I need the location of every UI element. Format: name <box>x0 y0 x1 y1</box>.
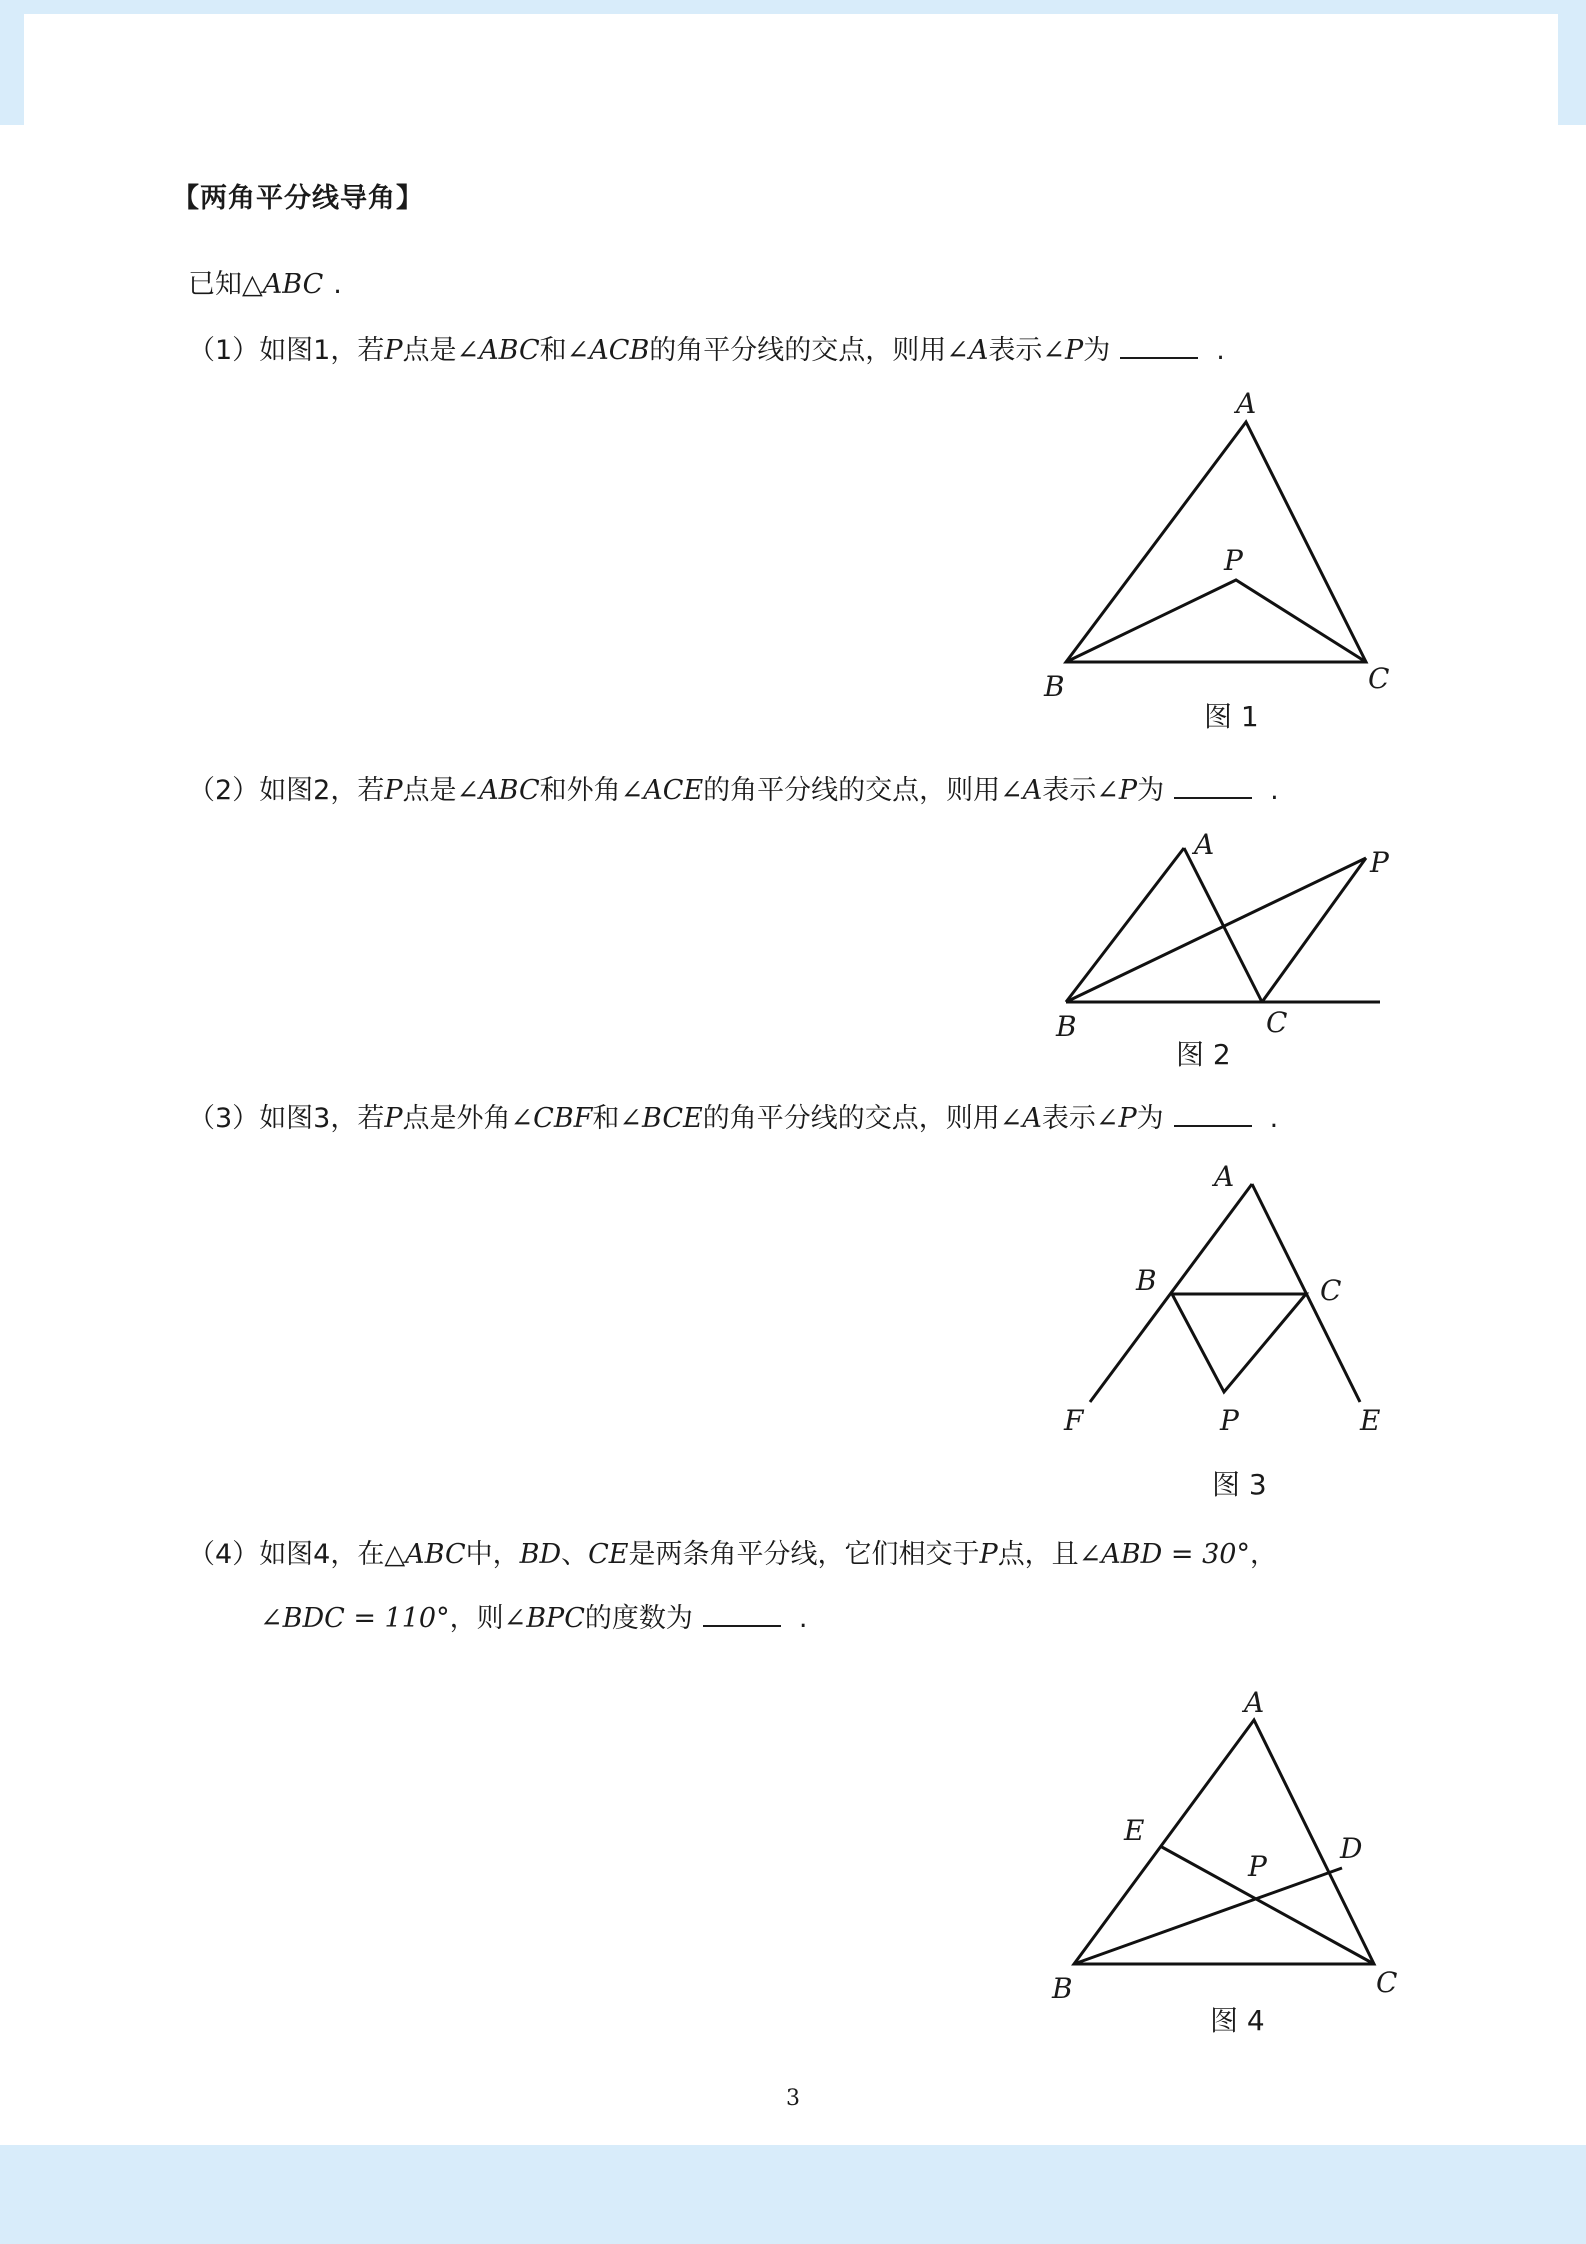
q-text: ，则 <box>449 1603 504 1634</box>
figure-caption: 图 2 <box>1176 1038 1231 1071</box>
bisector-bp <box>1066 858 1366 1002</box>
answer-blank-4[interactable] <box>703 1603 781 1627</box>
q-text: 、 <box>561 1539 589 1570</box>
figure-4 <box>1040 1680 1420 2040</box>
q-math: ∠A <box>1000 775 1043 806</box>
q-text: 如图1，若 <box>259 335 385 366</box>
label-p: P <box>1224 544 1243 577</box>
q-text: 点，且 <box>997 1539 1079 1570</box>
q-text: 为 <box>1137 775 1165 806</box>
question-1 <box>188 328 1225 367</box>
q-math: ∠ACE <box>620 775 704 806</box>
label-b: B <box>1044 670 1065 703</box>
q-math: ∠ABD = 30° <box>1078 1539 1250 1570</box>
page-bottom-band <box>0 2145 1586 2244</box>
q-text: . <box>798 1603 808 1634</box>
label-a: A <box>1214 1160 1235 1193</box>
q-math: BD <box>519 1539 562 1570</box>
page-top-band-inner <box>24 14 1558 129</box>
intro-suffix: . <box>333 269 342 300</box>
answer-blank-1[interactable] <box>1120 335 1198 359</box>
triangle-abc <box>1074 1720 1374 1964</box>
q-text: 为 <box>1083 335 1111 366</box>
answer-blank-3[interactable] <box>1174 1103 1252 1127</box>
triangle-bcp <box>1172 1294 1306 1392</box>
intro-triangle: △ABC <box>242 269 324 300</box>
question-number: （1） <box>188 335 260 366</box>
label-p: P <box>1370 846 1389 879</box>
q-text: . <box>1269 1103 1279 1134</box>
question-number: （4） <box>188 1539 260 1570</box>
q-text: 点是 <box>402 775 457 806</box>
q-text: 点是外角 <box>402 1103 511 1134</box>
q-math: P <box>384 775 403 806</box>
q-math: ∠ABC <box>456 775 540 806</box>
question-3 <box>188 1096 1278 1135</box>
label-e: E <box>1360 1404 1381 1437</box>
q-text: 表示 <box>1041 1103 1096 1134</box>
q-text: 为 <box>1136 1103 1164 1134</box>
intro-line <box>188 262 342 301</box>
q-text: . <box>1270 775 1279 806</box>
side-ab <box>1066 848 1184 1002</box>
bisector-cp <box>1262 858 1366 1002</box>
figure-caption: 图 4 <box>1210 2004 1265 2037</box>
q-math: ∠ABC <box>456 335 540 366</box>
intro-prefix: 已知 <box>188 269 242 300</box>
section-heading: 【两角平分线导角】 <box>172 183 424 214</box>
q-math: ∠P <box>1095 1103 1137 1134</box>
label-p: P <box>1248 1850 1267 1883</box>
q-text: . <box>1216 335 1225 366</box>
q-text: 如图3，若 <box>259 1103 385 1134</box>
q-text: 中， <box>465 1539 520 1570</box>
question-number: （2） <box>188 775 260 806</box>
q-text: 和 <box>539 335 567 366</box>
q-text: 和 <box>592 1103 620 1134</box>
label-a: A <box>1244 1686 1265 1719</box>
figure-caption: 图 3 <box>1212 1468 1267 1501</box>
q-text: 表示 <box>988 335 1043 366</box>
q-math: △ABC <box>384 1539 466 1570</box>
q-math: P <box>384 335 403 366</box>
question-4 <box>188 1532 1277 1571</box>
q-text: 的角平分线的交点，则用 <box>649 335 947 366</box>
label-b: B <box>1136 1264 1157 1297</box>
q-math: P <box>979 1539 998 1570</box>
q-math: ∠A <box>946 335 989 366</box>
q-text: 是两条角平分线，它们相交于 <box>628 1539 980 1570</box>
figure-1 <box>1040 380 1420 740</box>
q-text: 如图2，若 <box>259 775 385 806</box>
triangle-abc <box>1066 422 1366 662</box>
answer-blank-2[interactable] <box>1174 775 1252 799</box>
bisector-lines <box>1066 580 1366 662</box>
label-b: B <box>1052 1972 1073 2005</box>
label-a: A <box>1194 828 1215 861</box>
q-math: CE <box>588 1539 629 1570</box>
label-a: A <box>1236 387 1257 420</box>
figure-2 <box>1040 820 1440 1080</box>
label-c: C <box>1368 662 1390 695</box>
label-e: E <box>1124 1814 1145 1847</box>
q-math: ∠BPC <box>503 1603 585 1634</box>
q-text: ， <box>1249 1539 1277 1570</box>
label-c: C <box>1266 1006 1288 1039</box>
page-number: 3 <box>786 2086 800 2111</box>
q-math: ∠P <box>1096 775 1138 806</box>
q-text: 和外角 <box>539 775 621 806</box>
q-text: 表示 <box>1042 775 1097 806</box>
q-text: 的角平分线的交点，则用 <box>703 775 1001 806</box>
q-math: P <box>384 1103 403 1134</box>
figure-caption: 图 1 <box>1204 700 1259 733</box>
q-math: ∠BCE <box>619 1103 703 1134</box>
label-p: P <box>1220 1404 1239 1437</box>
label-b: B <box>1056 1010 1077 1043</box>
q-math: ∠A <box>999 1103 1042 1134</box>
q-math: ∠ACB <box>566 335 650 366</box>
question-number: （3） <box>188 1103 260 1134</box>
label-c: C <box>1376 1966 1398 1999</box>
q-math: ∠CBF <box>510 1103 593 1134</box>
figure-3 <box>1040 1160 1420 1510</box>
q-text: 的度数为 <box>584 1603 693 1634</box>
label-f: F <box>1064 1404 1084 1437</box>
q-math: ∠BDC = 110° <box>260 1603 450 1634</box>
question-4-line-2 <box>260 1596 807 1635</box>
label-d: D <box>1340 1832 1363 1865</box>
bisector-bd <box>1074 1868 1342 1964</box>
q-text: 的角平分线的交点，则用 <box>702 1103 1000 1134</box>
q-text: 点是 <box>402 335 457 366</box>
q-text: 如图4，在 <box>259 1539 385 1570</box>
label-c: C <box>1320 1274 1342 1307</box>
question-2 <box>188 768 1279 807</box>
q-math: ∠P <box>1042 335 1084 366</box>
